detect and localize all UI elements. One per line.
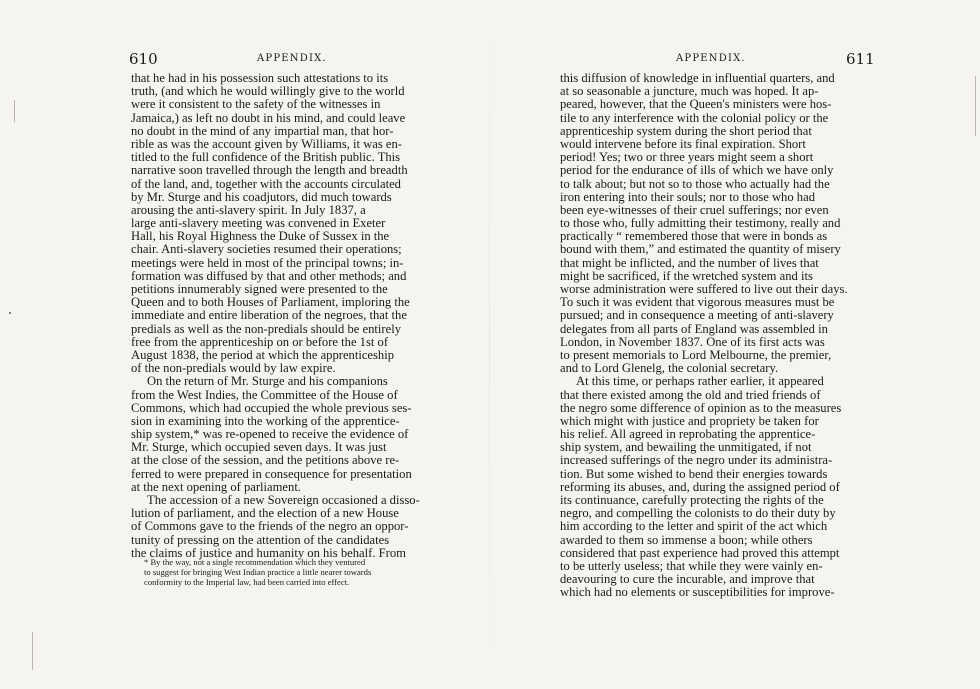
text-line: On the return of Mr. Sturge and his companions (147, 374, 388, 389)
text-line: peared, however, that the Queen's ministers were hos- (560, 97, 832, 112)
text-line: Jamaica,) as left no doubt in his mind, and could leave (131, 110, 406, 125)
text-line: were it consistent to the safety of the witnesses in (131, 97, 381, 112)
text-line: rible as was the account given by Williams, it was en- (131, 136, 403, 151)
text-line: At this time, or perhaps rather earlier, it appeared (576, 374, 824, 389)
text-line: that he had in his possession such attestations to its (131, 71, 389, 85)
left-margin-mark (32, 632, 33, 670)
footnote-line: * By the way, not a single recommendation which they ventured (144, 557, 366, 567)
text-line: would intervene before its final expiration. Short (560, 136, 806, 151)
text-line: narrative soon travelled through the length and breadth (131, 163, 408, 178)
text-line: The accession of a new Sovereign occasioned a disso- (147, 493, 420, 507)
text-line: been eye-witnesses of their cruel sufferings; nor even (560, 202, 829, 217)
left-running-head (0, 50, 490, 72)
text-line: the negro some difference of opinion as to the measures (560, 400, 842, 415)
text-line: deavouring to cure the incurable, and improve that (560, 572, 815, 587)
text-line: formation was diffused by that and other methods; and (131, 268, 407, 283)
text-line: the claims of justice and humanity on his behalf. From (131, 545, 406, 560)
text-line: August 1838, the period at which the apprenticeship (131, 347, 395, 362)
text-line: to talk about; but not so to those who actually had the (560, 176, 830, 191)
text-line: free from the apprenticeship on or before the 1st of (131, 334, 389, 349)
text-line: to present memorials to Lord Melbourne, the premier, (560, 347, 832, 362)
text-line: which had no elements or susceptibilities for improve- (560, 585, 835, 600)
text-line: by Mr. Sturge and his coadjutors, did much towards (131, 189, 392, 204)
text-line: ship system, and bewailing the unmitigated, if not (560, 440, 812, 455)
right-page-number: 611 (846, 50, 875, 68)
text-line: tion. But some wished to bend their energies towards (560, 466, 828, 481)
text-line: bound with them,” and estimated the quantity of misery (560, 242, 841, 257)
text-line: negro, and compelling the colonists to do their duty by (560, 506, 836, 521)
text-line: at so seasonable a juncture, much was hoped. It ap- (560, 84, 819, 99)
text-line: to those who, fully admitting their testimony, really and (560, 216, 841, 231)
text-line: iron entering into their souls; nor to those who had (560, 189, 815, 204)
text-line: of Commons gave to the friends of the negro an oppor- (131, 519, 409, 534)
text-line: delegates from all parts of England was assembled in (560, 321, 828, 336)
text-line: petitions innumerably signed were presented to the (131, 282, 388, 296)
text-line: lution of parliament, and the election of a new House (131, 506, 399, 521)
text-line: truth, (and which he would willingly give to the world (131, 84, 405, 99)
text-line: Mr. Sturge, which occupied seven days. It was just (131, 440, 387, 455)
text-line: at the close of the session, and the petitions above re- (131, 453, 400, 468)
text-line: which might with justice and propriety be taken for (560, 413, 819, 428)
text-line: titled to the full confidence of the British public. This (131, 150, 401, 165)
left-footnote (144, 557, 464, 587)
text-line: tunity of pressing on the attention of the candidates (131, 532, 390, 547)
text-line: awarded to them so immense a boon; while others (560, 532, 813, 547)
text-line: pursued; and in consequence a meeting of anti-slavery (560, 308, 834, 323)
text-line: tile to any interference with the colonial policy or the (560, 110, 829, 125)
left-page-number: 610 (129, 50, 158, 68)
left-margin-dot (9, 312, 11, 314)
text-line: Hall, his Royal Highness the Duke of Sussex in the (131, 229, 390, 244)
text-line: reforming its abuses, and, during the assigned period of (560, 479, 840, 494)
text-line: ferred to were prepared in consequence for presentation (131, 466, 412, 481)
text-line: apprenticeship system during the short period that (560, 123, 812, 138)
text-line: that might be inflicted, and the number of lives that (560, 255, 819, 270)
text-line: Queen and to both Houses of Parliament, imploring the (131, 295, 410, 310)
text-line: him according to the letter and spirit of the act which (560, 519, 828, 534)
text-line: and to Lord Glenelg, the colonial secretary. (560, 361, 779, 376)
text-line: period! Yes; two or three years might seem a short (560, 150, 814, 165)
text-line: sion in examining into the working of the apprentice- (131, 413, 400, 428)
text-line: worse administration were suffered to live out their days. (560, 282, 848, 296)
right-margin-mark (975, 76, 976, 136)
text-line: immediate and entire liberation of the negroes, that the (131, 308, 407, 323)
text-line: from the West Indies, the Committee of the House of (131, 387, 398, 402)
right-body-text (560, 72, 892, 600)
text-line: To such it was evident that vigorous measures must be (560, 295, 835, 310)
text-line: period for the endurance of ills of which we have only (560, 163, 834, 178)
text-line: Commons, which had occupied the whole previous ses- (131, 400, 412, 415)
text-line: this diffusion of knowledge in influential quarters, and (560, 71, 835, 85)
text-line: arousing the anti-slavery spirit. In July 1837, a (131, 202, 366, 217)
text-line: practically “ remembered those that were in bonds as (560, 229, 828, 244)
text-line: predials as well as the non-predials should be entirely (131, 321, 401, 336)
text-line: might be sacrificed, if the wretched system and its (560, 268, 813, 283)
text-line: ship system,* was re-opened to receive the evidence of (131, 427, 409, 442)
text-line: of the non-predials would by law expire. (131, 361, 336, 376)
text-line: to be utterly useless; that while they were vainly en- (560, 558, 823, 573)
text-line: large anti-slavery meeting was convened in Exeter (131, 216, 386, 231)
text-line: meetings were held in most of the principal towns; in- (131, 255, 404, 270)
right-page (490, 0, 980, 689)
text-line: of the land, and, together with the accounts circulated (131, 176, 401, 191)
text-line: chair. Anti-slavery societies resumed their operations; (131, 242, 402, 257)
text-line: its continuance, carefully protecting the rights of the (560, 493, 824, 507)
left-margin-mark (14, 100, 15, 122)
text-line: his relief. All agreed in reprobating the apprentice- (560, 427, 816, 442)
footnote-line: to suggest for bringing West Indian practice a little nearer towards (144, 567, 372, 577)
text-line: London, in November 1837. One of its first acts was (560, 334, 825, 349)
text-line: that there existed among the old and tried friends of (560, 387, 821, 402)
text-line: considered that past experience had proved this attempt (560, 545, 840, 560)
right-running-title: APPENDIX. (676, 53, 746, 64)
left-body-text (131, 72, 461, 560)
left-running-title: APPENDIX. (257, 53, 327, 64)
text-line: increased sufferings of the negro under its administra- (560, 453, 833, 468)
text-line: at the next opening of parliament. (131, 479, 301, 494)
text-line: no doubt in the mind of any impartial man, that hor- (131, 123, 394, 138)
right-running-head (490, 50, 980, 72)
footnote-line: conformity to the Imperial law, had been carried into effect. (144, 577, 350, 587)
